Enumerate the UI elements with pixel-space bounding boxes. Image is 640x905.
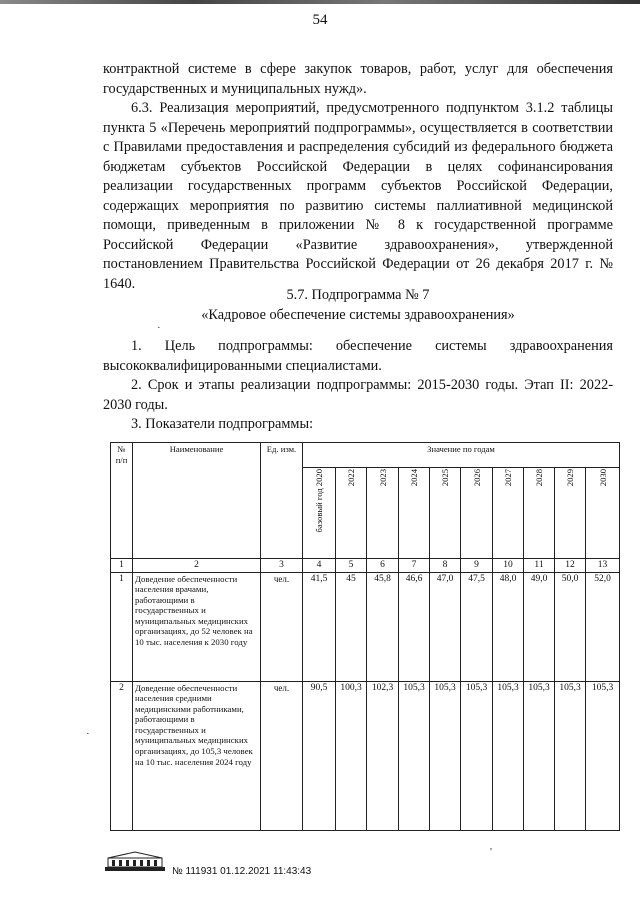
header-num: № п/п <box>111 443 133 559</box>
row-value: 50,0 <box>555 572 586 681</box>
subprogram-goal: 1. Цель подпрограммы: обеспечение системы здравоохранения высококвалифицированными специалистами. <box>103 338 613 374</box>
column-number: 11 <box>524 559 555 573</box>
row-value: 102,3 <box>367 681 399 830</box>
heading-line-1: 5.7. Подпрограмма № 7 <box>286 287 430 303</box>
row-value: 41,5 <box>303 572 336 681</box>
row-value: 105,3 <box>555 681 586 830</box>
year-header: 2022 <box>336 468 367 559</box>
year-header: 2030 <box>586 468 620 559</box>
year-header: 2029 <box>555 468 586 559</box>
page-top-border <box>0 0 640 4</box>
row-value: 105,3 <box>461 681 493 830</box>
column-number: 1 <box>111 559 133 573</box>
scan-mark: · <box>86 728 90 740</box>
paragraph-procurement <box>103 60 613 99</box>
column-number: 9 <box>461 559 493 573</box>
column-number: 6 <box>367 559 399 573</box>
scan-mark: ' <box>490 846 492 858</box>
column-number: 3 <box>261 559 303 573</box>
row-value: 100,3 <box>336 681 367 830</box>
scan-mark: · <box>157 322 161 334</box>
table-row <box>111 572 620 681</box>
column-number-row <box>111 559 620 573</box>
year-header: 2028 <box>524 468 555 559</box>
row-value: 52,0 <box>586 572 620 681</box>
row-value: 105,3 <box>430 681 461 830</box>
row-value: 45,8 <box>367 572 399 681</box>
building-emblem-icon <box>104 850 166 872</box>
column-number: 7 <box>399 559 430 573</box>
row-value: 47,0 <box>430 572 461 681</box>
subprogram-heading <box>103 286 613 325</box>
row-value: 45 <box>336 572 367 681</box>
table-row <box>111 681 620 830</box>
row-value: 48,0 <box>493 572 524 681</box>
row-value: 105,3 <box>586 681 620 830</box>
column-number: 12 <box>555 559 586 573</box>
header-unit: Ед. изм. <box>261 443 303 559</box>
row-name: Доведение обеспеченности населения врачами, работающими в государственных и муниципальных медицинских организациях, до 52 человек на 10 тыс. населения к 2030 году <box>133 572 261 681</box>
heading-line-2: «Кадровое обеспечение системы здравоохранения» <box>201 306 515 323</box>
paragraph-text: 6.3. Реализация мероприятий, предусмотренного подпунктом 3.1.2 таблицы пункта 5 «Перечень мероприятий подпрограммы», осуществляется в соответствии с Правилами предоставления и распределения субсидий из федерального бюджета бюджетам субъектов Российской Федерации в целях софинансирования реализации государственных программ субъектов Российской Федерации, содержащих мероприятия по развитию системы паллиативной медицинской помощи, приведенным в приложении № 8 к государственной программе Российской Федерации «Развитие здравоохранения», утвержденной постановлением Правительства Российской Федерации от 26 декабря 2017 г. № 1640. <box>103 100 613 292</box>
row-index: 1 <box>111 572 133 681</box>
row-value: 105,3 <box>399 681 430 830</box>
year-header: 2026 <box>461 468 493 559</box>
indicators-table <box>110 442 620 831</box>
column-number: 8 <box>430 559 461 573</box>
document-registration-id: № 111931 01.12.2021 11:43:43 <box>172 866 312 877</box>
row-unit: чел. <box>261 681 303 830</box>
row-value: 105,3 <box>493 681 524 830</box>
header-name: Наименование <box>133 443 261 559</box>
row-value: 47,5 <box>461 572 493 681</box>
row-value: 49,0 <box>524 572 555 681</box>
paragraph-6-3 <box>103 99 613 294</box>
year-header: 2024 <box>399 468 430 559</box>
year-header: 2023 <box>367 468 399 559</box>
subprogram-terms: 2. Срок и этапы реализации подпрограммы: 2015-2030 годы. Этап II: 2022-2030 годы. <box>103 377 613 413</box>
year-header: 2025 <box>430 468 461 559</box>
row-value: 105,3 <box>524 681 555 830</box>
column-number: 13 <box>586 559 620 573</box>
column-number: 4 <box>303 559 336 573</box>
row-value: 90,5 <box>303 681 336 830</box>
indicators-title: 3. Показатели подпрограммы: <box>131 416 314 432</box>
header-values: Значение по годам <box>303 443 620 468</box>
row-index: 2 <box>111 681 133 830</box>
subprogram-details <box>103 337 613 435</box>
row-unit: чел. <box>261 572 303 681</box>
column-number: 10 <box>493 559 524 573</box>
row-value: 46,6 <box>399 572 430 681</box>
paragraph-text: контрактной системе в сфере закупок товаров, работ, услуг для обеспечения государственных и муниципальных нужд». <box>103 61 613 97</box>
row-name: Доведение обеспеченности населения средними медицинскими работниками, работающими в государственных и муниципальных медицинских организациях, до 105,3 человек на 10 тыс. населения 2024 году <box>133 681 261 830</box>
column-number: 2 <box>133 559 261 573</box>
page-number: 54 <box>312 12 328 28</box>
year-header: 2027 <box>493 468 524 559</box>
column-number: 5 <box>336 559 367 573</box>
year-header: базовый год 2020 <box>303 468 336 559</box>
